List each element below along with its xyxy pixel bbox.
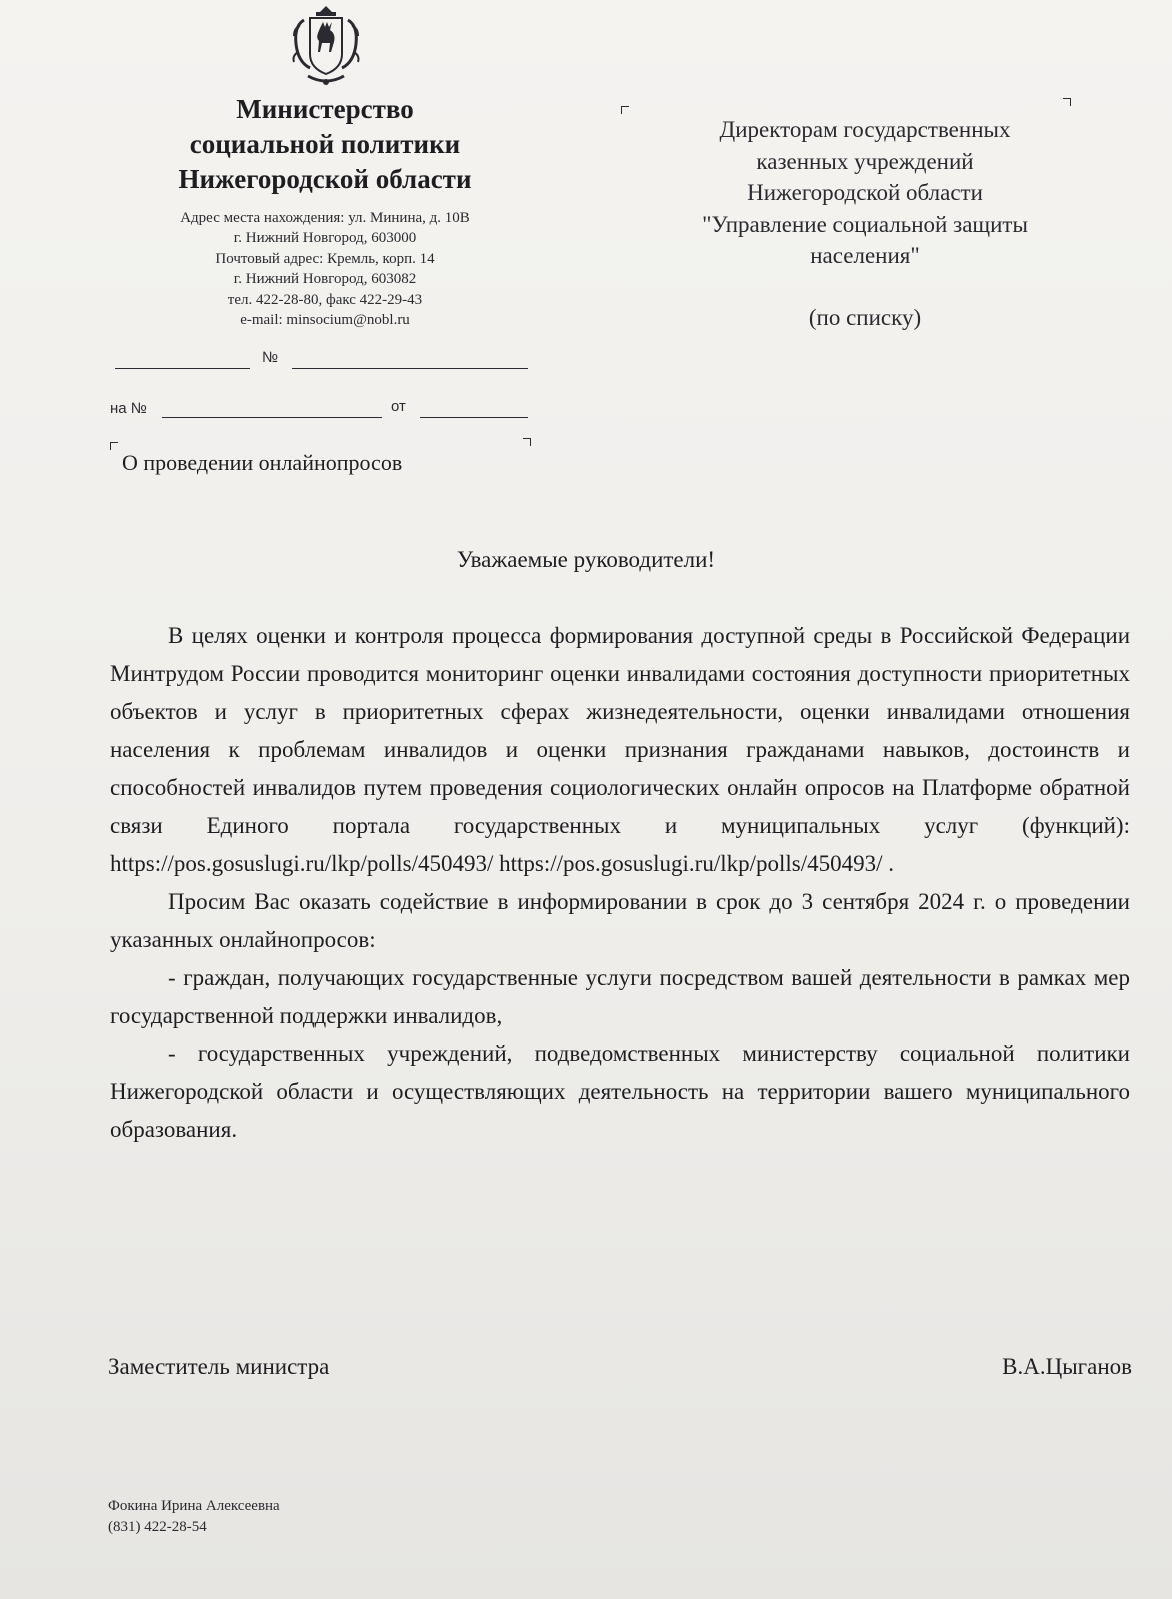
ministry-line: социальной политики (189, 129, 461, 159)
corner-bracket (523, 438, 531, 446)
executor-info (108, 1496, 280, 1538)
addressee-block (650, 114, 1080, 272)
corner-bracket (110, 442, 118, 450)
letter-body (110, 617, 1130, 1149)
address-line: Адрес места нахождения: ул. Минина, д. 10В (180, 210, 470, 226)
executor-phone: (831) 422-28-54 (108, 1519, 207, 1535)
addressee-note: (по списку) (808, 305, 922, 330)
body-paragraph: - граждан, получающих государственные услуги посредством вашей деятельности в рамках мер государственной поддержки инвалидов, (110, 965, 1130, 1028)
ministry-address (110, 208, 540, 330)
reply-date-label: от (391, 398, 406, 415)
corner-bracket (621, 106, 629, 114)
date-blank (115, 368, 250, 369)
address-line: Почтовый адрес: Кремль, корп. 14 (215, 250, 435, 267)
addressee-line: населения" (810, 243, 920, 268)
coat-of-arms-emblem (280, 2, 372, 90)
reply-date-blank (420, 417, 528, 418)
signatory-title: Заместитель министра (108, 1354, 330, 1379)
addressee-line: Директорам государственных (719, 117, 1011, 142)
executor-name: Фокина Ирина Алексеевна (108, 1498, 280, 1514)
reply-number-label: на № (110, 400, 147, 417)
body-paragraph: В целях оценки и контроля процесса формирования доступной среды в Российской Федерации Минтрудом России проводится мониторинг оценки инвалидами состояния доступности приоритетных объектов и услуг в приоритетных сферах жизнедеятельности, оценки инвалидами отношения населения к проблемам инвалидов и оценки признания гражданами навыков, достоинств и способностей инвалидов путем проведения социологических онлайн опросов на Платформе обратной связи Единого портала государственных и муниципальных услуг (функций): https://pos.gosuslugi.ru/lkp/polls/450493/ https://pos.gosuslugi.ru/lkp/polls/450493/ . (110, 623, 1130, 876)
ministry-line: Министерство (236, 94, 414, 124)
address-line: e-mail: minsocium@nobl.ru (240, 312, 410, 329)
letter-greeting: Уважаемые руководители! (456, 547, 716, 572)
reply-number-blank (162, 417, 382, 418)
signatory-name: В.А.Цыганов (1002, 1354, 1132, 1379)
letter-subject: О проведении онлайнопросов (122, 450, 403, 475)
ministry-line: Нижегородской области (178, 164, 472, 194)
address-line: тел. 422-28-80, факс 422-29-43 (227, 291, 423, 308)
addressee-line: казенных учреждений (756, 148, 974, 174)
addressee-line: "Управление социальной защиты (702, 211, 1028, 237)
addressee-line: Нижегородской области (747, 180, 983, 205)
body-paragraph: - государственных учреждений, подведомственных министерству социальной политики Нижегородской области и осуществляющих деятельность на территории вашего муниципального образования. (110, 1041, 1130, 1142)
number-label: № (262, 349, 279, 366)
corner-bracket (1063, 98, 1071, 106)
address-line: г. Нижний Новгород, 603082 (233, 271, 417, 288)
address-line: г. Нижний Новгород, 603000 (233, 230, 417, 247)
ministry-name (110, 92, 540, 197)
number-blank (292, 368, 528, 369)
body-paragraph: Просим Вас оказать содействие в информировании в срок до 3 сентября 2024 г. о проведении указанных онлайнопросов: (110, 889, 1130, 952)
